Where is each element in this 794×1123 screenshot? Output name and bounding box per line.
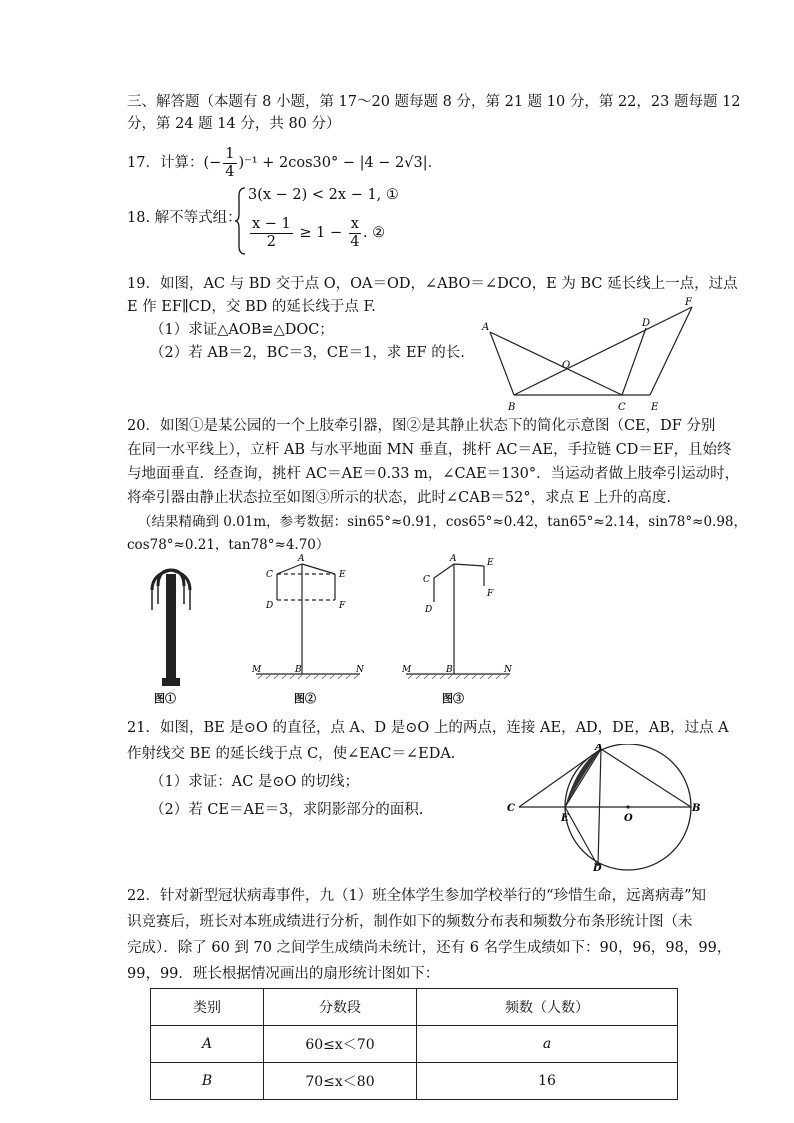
q19-label-a: A (482, 322, 490, 333)
question-17 (127, 143, 442, 183)
q20-fig2-label-e: E (339, 570, 346, 580)
table-header-cell: 类别 (151, 989, 264, 1026)
section-heading-line2: 分，第 24 题 14 分，共 80 分） (127, 116, 341, 132)
q20-fig2-label-b: B (295, 665, 302, 675)
table-row (151, 1026, 678, 1063)
q21-label-d: D (593, 863, 602, 874)
q17-expr-a: (− (203, 155, 222, 171)
q18-frac2-numerator: x (350, 215, 359, 232)
frequency-table (150, 988, 678, 1100)
q18-frac2-denominator: 4 (350, 233, 360, 250)
q17-frac-numerator: 1 (225, 145, 235, 162)
q20-fig2-label-a: A (298, 554, 305, 564)
q18-brace (234, 186, 246, 256)
q19-line2: E 作 EF∥CD，交 BD 的延长线于点 F. (127, 299, 376, 315)
q20-line4: 将牵引器由静止状态拉至如图③所示的状态，此时∠CAB＝52°，求点 E 上升的高度. (127, 490, 671, 506)
q17-fraction (223, 146, 236, 181)
q20-fig3-label-m: M (402, 665, 412, 675)
q17-frac-denominator: 4 (225, 163, 235, 180)
table-header-row (151, 989, 678, 1026)
q18-frac-2 (349, 216, 361, 251)
q18-inequality-1: 3(x − 2) < 2x − 1, ① (248, 187, 399, 203)
q18-frac-1 (250, 216, 293, 251)
q19-part2: （2）若 AB＝2，BC＝3，CE＝1，求 EF 的长. (150, 345, 465, 361)
q19-label-f: F (685, 297, 692, 308)
q21-label-o: O (624, 813, 633, 824)
q21-line2: 作射线交 BE 的延长线于点 C，使∠EAC＝∠EDA. (127, 746, 456, 762)
q22-line4: 99，99．班长根据情况画出的扇形统计图如下： (127, 966, 440, 982)
q22-line1: 22．针对新型冠状病毒事件，九（1）班全体学生参加学校举行的“珍惜生命，远离病毒”知 (127, 888, 706, 904)
q20-line1: 20．如图①是某公园的一个上肢牵引器，图②是其静止状态下的简化示意图（CE，DF 分别 (127, 418, 716, 434)
q20-fig2-label-d: D (266, 601, 274, 611)
q18-number: 18. 解不等式组： (127, 210, 242, 226)
table-cell: a (417, 1026, 678, 1063)
section-heading-line1: 三、解答题（本题有 8 小题，第 17～20 题每题 8 分，第 21 题 10 分，第 22，23 题每题 12 (127, 94, 741, 110)
q21-line1: 21．如图，BE 是⊙O 的直径，点 A、D 是⊙O 上的两点，连接 AE，AD，DE，AB，过点 A (127, 720, 729, 736)
q20-fig2 (250, 552, 372, 692)
q20-fig3-label-n: N (504, 665, 512, 675)
q21-label-e: E (561, 813, 569, 824)
q20-fig2-caption: 图② (294, 692, 316, 705)
q20-fig2-label-n: N (356, 665, 364, 675)
q19-figure (478, 292, 708, 418)
q19-label-e: E (651, 402, 659, 413)
q19-label-d: D (642, 318, 651, 329)
q20-fig3-label-e: E (487, 558, 494, 568)
q21-label-a: A (595, 744, 603, 753)
q19-label-b: B (508, 402, 516, 413)
q21-part1: （1）求证：AC 是⊙O 的切线； (150, 774, 360, 790)
q20-line6: cos78°≈0.21，tan78°≈4.70） (127, 537, 330, 553)
q18-ineq2-end: . ② (362, 225, 386, 241)
q19-part1: （1）求证△AOB≌△DOC； (150, 322, 334, 338)
q20-line5: （结果精确到 0.01m，参考数据：sin65°≈0.91，cos65°≈0.42，tan65°≈2.14，sin78°≈0.98， (138, 514, 748, 530)
q19-line1: 19．如图，AC 与 BD 交于点 O，OA＝OD，∠ABO＝∠DCO，E 为 BC 延长线上一点，过点 (127, 276, 738, 292)
q20-fig1-caption: 图① (154, 692, 176, 705)
table-row (151, 1063, 678, 1100)
q20-fig3-label-f: F (487, 589, 494, 599)
q18-inequality-2 (248, 213, 385, 253)
q18-frac1-numerator: x − 1 (252, 215, 291, 232)
q20-fig3 (398, 550, 520, 692)
table-cell: 70≤x＜80 (264, 1063, 417, 1100)
table-header-cell: 频数（人数） (417, 989, 678, 1026)
q20-fig2-label-c: C (266, 570, 273, 580)
q21-label-b: B (692, 803, 701, 814)
q22-line2: 识竞赛后，班长对本班成绩进行分析，制作如下的频数分布表和频数分布条形统计图（未 (127, 914, 693, 930)
q20-fig3-caption: 图③ (442, 692, 464, 705)
q20-line2: 在同一水平线上），立杆 AB 与水平地面 MN 垂直，挑杆 AC＝AE，手拉链 CD＝EF，且始终 (127, 442, 732, 458)
table-header-cell: 分数段 (264, 989, 417, 1026)
q20-fig3-label-d: D (425, 605, 433, 615)
q21-figure (505, 744, 710, 874)
table-cell: 60≤x＜70 (264, 1026, 417, 1063)
q19-label-c: C (618, 402, 626, 413)
q17-expr-b: )⁻¹ + 2cos30° − |4 − 2√3|． (238, 155, 443, 171)
q20-fig3-label-a: A (450, 554, 457, 564)
q17-number: 17．计算： (127, 155, 204, 171)
q22-line3: 完成）．除了 60 到 70 之间学生成绩尚未统计，还有 6 名学生成绩如下：90，96，98，99， (127, 940, 732, 956)
q20-fig3-label-c: C (423, 575, 430, 585)
q20-line3: 与地面垂直．经查询，挑杆 AC＝AE＝0.33 m，∠CAE＝130°．当运动者做上肢牵引运动时， (127, 466, 740, 482)
q20-fig1-device-icon (140, 560, 200, 710)
q19-label-o: O (562, 360, 571, 371)
q20-fig2-label-m: M (252, 665, 262, 675)
q18-frac1-denominator: 2 (266, 233, 276, 250)
q21-label-c: C (507, 803, 515, 814)
q20-fig3-label-b: B (446, 665, 453, 675)
q20-fig2-label-f: F (339, 601, 346, 611)
table-cell: A (151, 1026, 264, 1063)
table-cell: B (151, 1063, 264, 1100)
q21-part2: （2）若 CE＝AE＝3，求阴影部分的面积. (150, 802, 424, 818)
q18-ineq2-middle: ≥ 1 − (299, 225, 343, 241)
table-cell: 16 (417, 1063, 678, 1100)
